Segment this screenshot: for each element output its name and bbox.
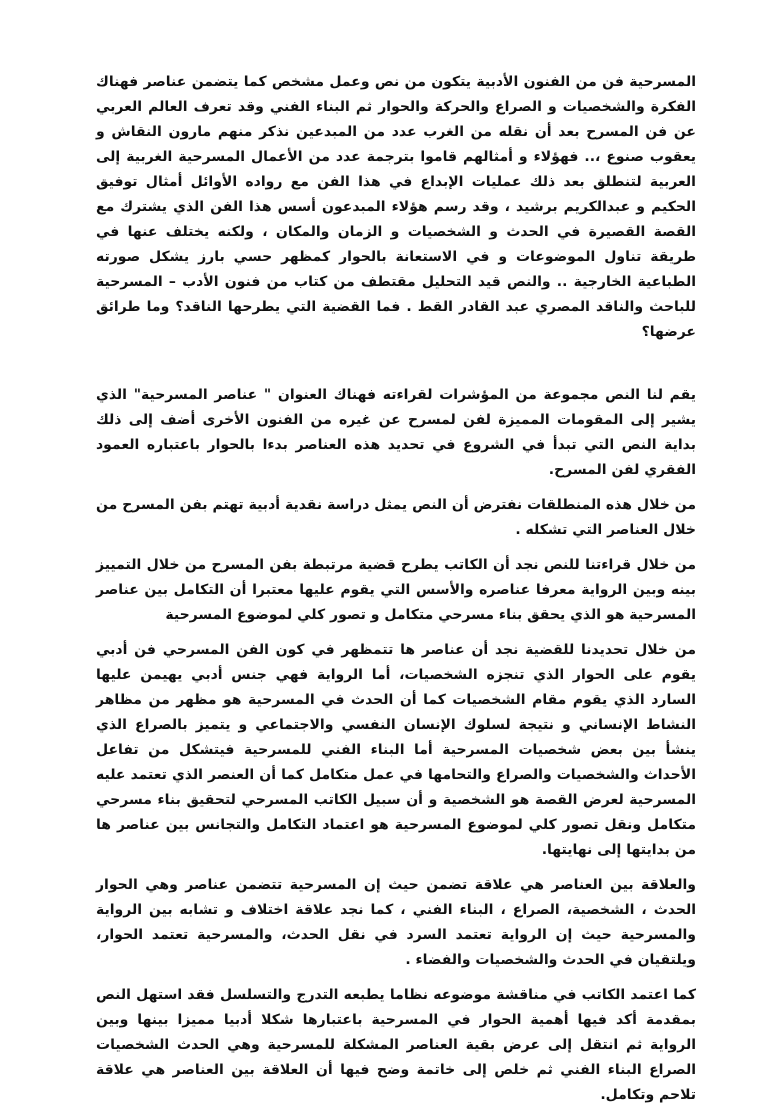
paragraph-hypothesis: من خلال هذه المنطلقات نفترض أن النص يمثل دراسة نقدية أدبية تهتم بفن المسرح من خلال العناصر التي تشكله . [96,497,696,538]
document-page [96,70,696,1118]
paragraph-elements: من خلال تحديدنا للقضية نجد أن عناصر ها تتمظهر في كون الفن المسرحي فن أدبي يقوم على الحوار الذي تنجزه الشخصيات، أما الرواية فهي جنس أدبي يهيمن عليها السارد الذي يقوم مقام الشخصيات كما أن الحدث في المسرحية هو مظهر من مظاهر النشاط الإنساني و نتيجة لسلوك الإنسان النفسي والاجتماعي و يتميز بالصراع الذي ينشأ بين بعض شخصيات المسرحية أما البناء الفني للمسرحية فيتشكل من تفاعل الأحداث والشخصيات والصراع والتحامها في عمل متكامل كما أن العنصر الذي تعتمد عليه المسرحية لعرض القصة هو الشخصية و أن سبيل الكاتب المسرحي لتحقيق بناء مسرحي متكامل ونقل تصور كلي لموضوع المسرحية هو اعتماد التكامل والتجانس بين عناصر ها من بدايتها إلى نهايتها. [96,642,696,858]
paragraph-issue: من خلال قراءتنا للنص نجد أن الكاتب يطرح قضية مرتبطة بفن المسرح من خلال التمييز بينه وبين الرواية معرفا عناصره والأسس التي يقوم عليها معتبرا أن التكامل بين عناصر المسرحية هو الذي يحقق بناء مسرحي متكامل و تصور كلي لموضوع المسرحية [96,557,696,623]
paragraph-introduction: المسرحية فن من الفنون الأدبية يتكون من نص وعمل مشخص كما يتضمن عناصر فهناك الفكرة والشخصيات و الصراع والحركة والحوار ثم البناء الفني وقد تعرف العالم العربي عن فن المسرح بعد أن نقله من الغرب عدد من المبدعين نذكر منهم مارون النقاش و يعقوب صنوع ،.. فهؤلاء و أمثالهم قاموا بترجمة عدد من الأعمال المسرحية الغربية إلى العربية لتنطلق بعد ذلك عمليات الإبداع في هذا الفن مع رواده الأوائل أمثال توفيق الحكيم و عبدالكريم برشيد ، وقد رسم هؤلاء المبدعون أسس هذا الفن الذي يشترك مع القصة القصيرة في الحدث و الشخصيات و الزمان والمكان ، ولكنه يختلف عنها في طريقة تناول الموضوعات و في الاستعانة بالحوار كمظهر حسي بارز يشكل صورته الطباعية الخارجية .. والنص قيد التحليل مقتطف من كتاب من فنون الأدب – المسرحية للباحث والناقد المصري عبد القادر القط . فما القضية التي يطرحها الناقد؟ وما طرائق عرضها؟ [96,74,696,340]
paragraph-conclusion: كما اعتمد الكاتب في مناقشة موضوعه نظاما يطبعه التدرج والتسلسل فقد استهل النص بمقدمة أكد فيها أهمية الحوار في المسرحية باعتبارها شكلا أدبيا مميزا بينها وبين الرواية ثم انتقل إلى عرض بقية العناصر المشكلة للمسرحية وهي الحدث الشخصيات الصراع البناء الفني ثم خلص إلى خاتمة وضح فيها أن العلاقة بين العناصر هي علاقة تلاحم وتكامل. [96,987,696,1103]
paragraph-indicators: يقم لنا النص مجموعة من المؤشرات لقراءته فهناك العنوان " عناصر المسرحية" الذي يشير إلى المقومات المميزة لفن لمسرح عن غيره من الفنون الأخرى أضف إلى ذلك بداية النص التي تبدأ في الشروع في تحديد هذه العناصر بدءا بالحوار باعتباره العمود الفقري لفن المسرح. [96,387,696,478]
paragraph-relations: والعلاقة بين العناصر هي علاقة تضمن حيث إن المسرحية تتضمن عناصر وهي الحوار الحدث ، الشخصية، الصراع ، البناء الفني ، كما نجد علاقة اختلاف و تشابه بين الرواية والمسرحية حيث إن الرواية تعتمد السرد في نقل الحدث، والمسرحية تعتمد الحوار، ويلتقيان في الحدث والشخصيات والفضاء . [96,877,696,968]
